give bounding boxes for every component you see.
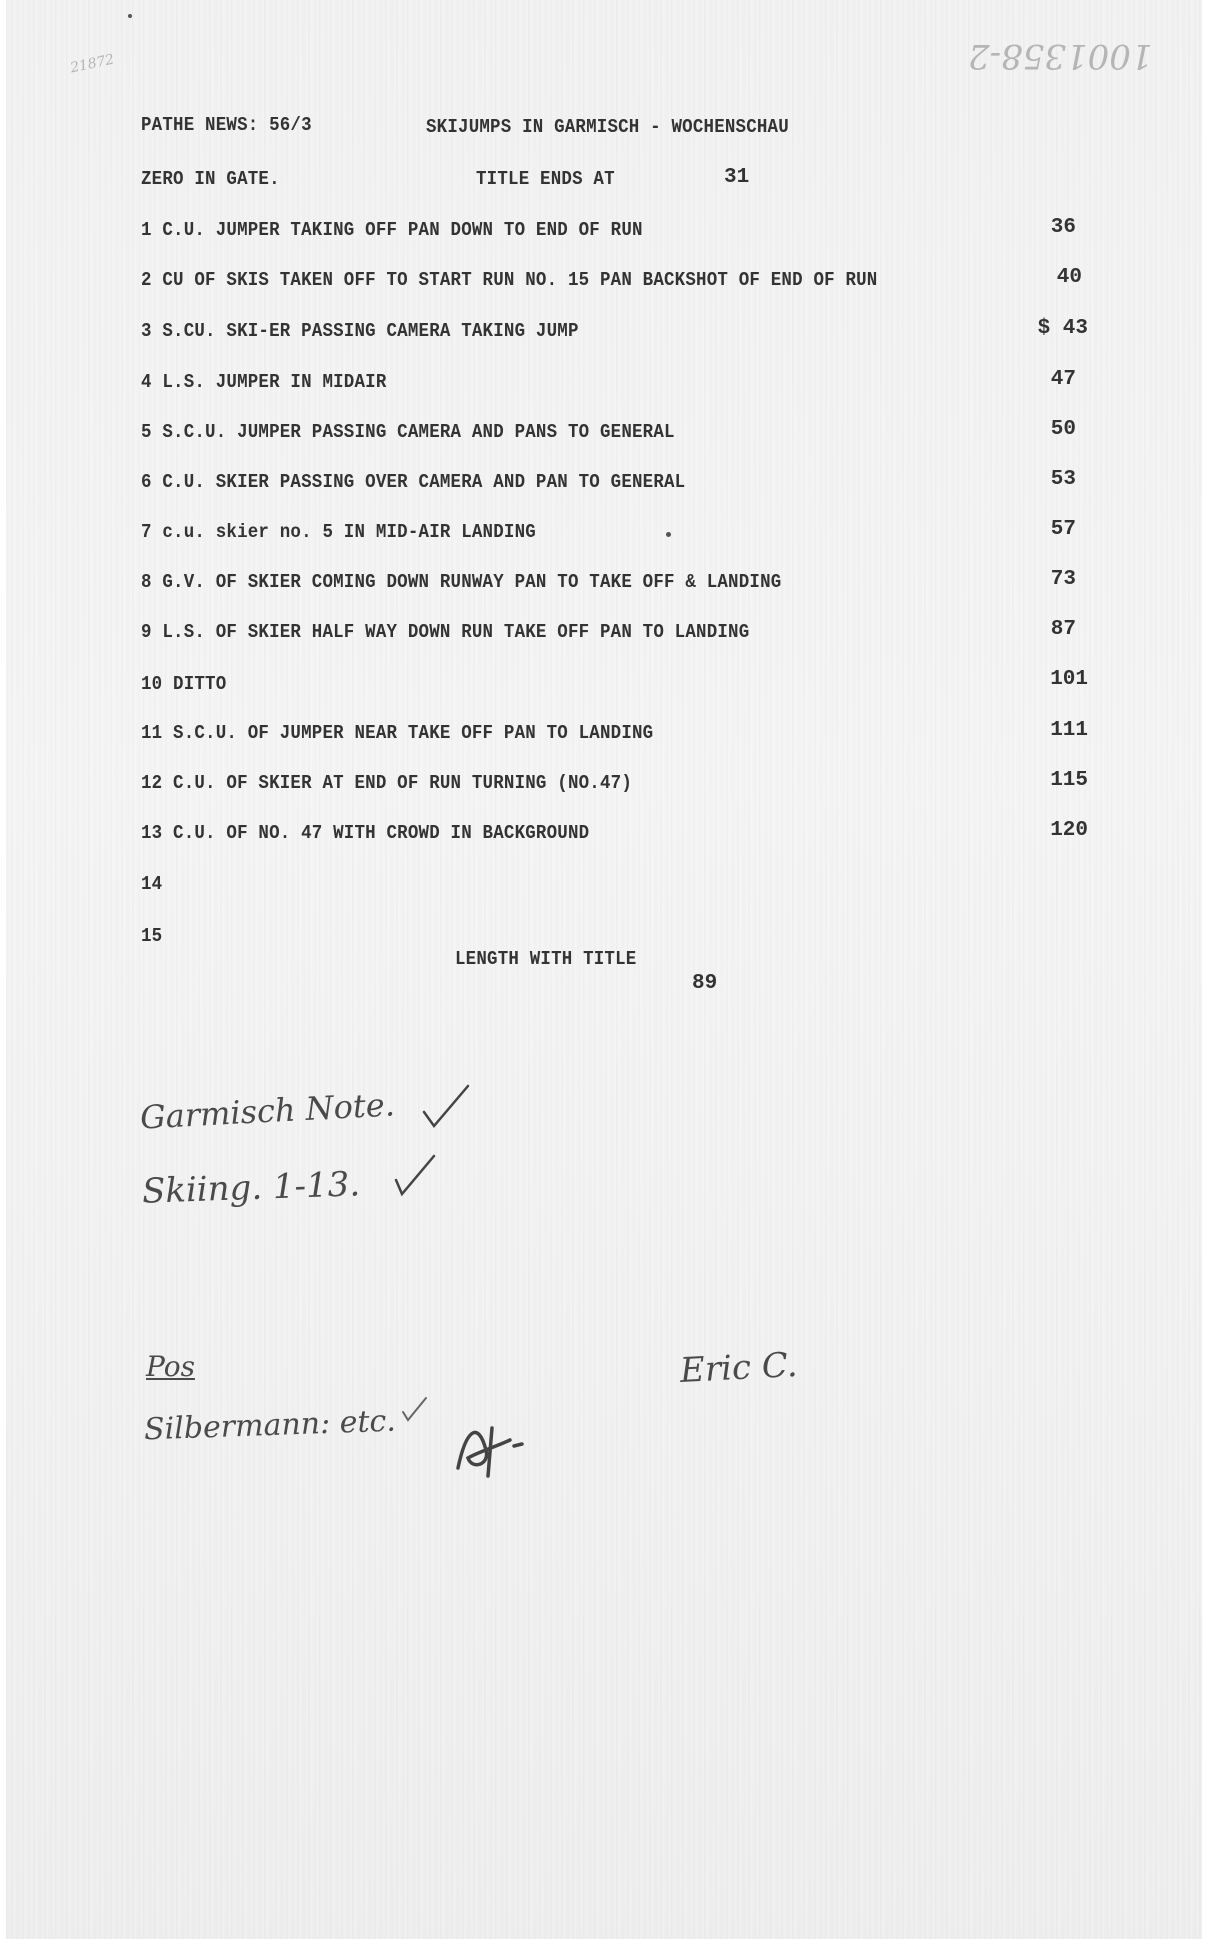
shot-description: 4 L.S. JUMPER IN MIDAIR bbox=[141, 371, 387, 393]
ink-dot bbox=[128, 14, 132, 18]
handwritten-note-eric: Eric C. bbox=[679, 1344, 799, 1392]
page-edge-right bbox=[1202, 0, 1206, 1939]
shot-footage: 50 bbox=[1050, 418, 1076, 441]
checkmark-icon bbox=[420, 1082, 472, 1132]
ink-dot bbox=[666, 532, 671, 537]
reference-number: 1001358-2 bbox=[968, 36, 1153, 76]
shot-description: 14 bbox=[141, 873, 163, 895]
length-with-title-label: LENGTH WITH TITLE bbox=[455, 948, 637, 970]
shot-description: 9 L.S. OF SKIER HALF WAY DOWN RUN TAKE OFF PAN TO LANDING bbox=[141, 621, 750, 643]
shot-description: 7 c.u. skier no. 5 IN MID-AIR LANDING bbox=[141, 521, 536, 543]
shot-footage: 101 bbox=[1050, 668, 1088, 691]
shot-description: 13 C.U. OF NO. 47 WITH CROWD IN BACKGROUND bbox=[141, 822, 590, 844]
shot-footage: 40 bbox=[1056, 266, 1082, 289]
length-with-title-value: 89 bbox=[692, 972, 718, 995]
shot-description: 12 C.U. OF SKIER AT END OF RUN TURNING (NO.47) bbox=[141, 772, 632, 794]
shot-footage: 36 bbox=[1050, 216, 1076, 239]
shot-description: 3 S.CU. SKI-ER PASSING CAMERA TAKING JUMP bbox=[141, 320, 579, 342]
shot-footage: 73 bbox=[1050, 568, 1076, 591]
handwritten-note-garmisch: Garmisch Note. bbox=[139, 1085, 396, 1137]
story-title: SKIJUMPS IN GARMISCH - WOCHENSCHAU bbox=[426, 116, 789, 138]
shot-description: 6 C.U. SKIER PASSING OVER CAMERA AND PAN TO GENERAL bbox=[141, 471, 686, 493]
shot-footage: 53 bbox=[1050, 468, 1076, 491]
page-edge-left bbox=[0, 0, 6, 1939]
zero-in-line: ZERO IN GATE. bbox=[141, 168, 280, 190]
newsreel-id: PATHE NEWS: 56/3 bbox=[141, 114, 312, 136]
checkmark-icon bbox=[392, 1152, 438, 1198]
shot-footage: 115 bbox=[1050, 769, 1088, 792]
handwritten-note-silberman: Silbermann: etc. bbox=[143, 1403, 397, 1448]
shot-description: 1 C.U. JUMPER TAKING OFF PAN DOWN TO END OF RUN bbox=[141, 219, 643, 241]
shot-description: 15 bbox=[141, 925, 163, 947]
handwritten-note-pos: Pos bbox=[146, 1350, 195, 1383]
shot-footage: 47 bbox=[1050, 368, 1076, 391]
shot-description: 5 S.C.U. JUMPER PASSING CAMERA AND PANS TO GENERAL bbox=[141, 421, 675, 443]
shot-description: 8 G.V. OF SKIER COMING DOWN RUNWAY PAN TO TAKE OFF & LANDING bbox=[141, 571, 782, 593]
handwritten-note-skiing: Skiing. 1-13. bbox=[141, 1164, 361, 1212]
shot-description: 11 S.C.U. OF JUMPER NEAR TAKE OFF PAN TO LANDING bbox=[141, 722, 654, 744]
checkmark-icon bbox=[400, 1394, 430, 1424]
shot-footage: 120 bbox=[1050, 819, 1088, 842]
shot-footage: 111 bbox=[1050, 719, 1088, 742]
handwritten-initials-icon bbox=[448, 1410, 538, 1480]
corner-stamp: 21872 bbox=[68, 51, 116, 77]
title-ends-value: 31 bbox=[724, 166, 750, 189]
shot-footage: 87 bbox=[1050, 618, 1076, 641]
shot-description: 2 CU OF SKIS TAKEN OFF TO START RUN NO. 15 PAN BACKSHOT OF END OF RUN bbox=[141, 269, 878, 291]
shot-footage: 57 bbox=[1050, 518, 1076, 541]
shot-description: 10 DITTO bbox=[141, 673, 227, 695]
title-ends-label: TITLE ENDS AT bbox=[476, 168, 615, 190]
shot-footage: $ 43 bbox=[1037, 317, 1088, 340]
